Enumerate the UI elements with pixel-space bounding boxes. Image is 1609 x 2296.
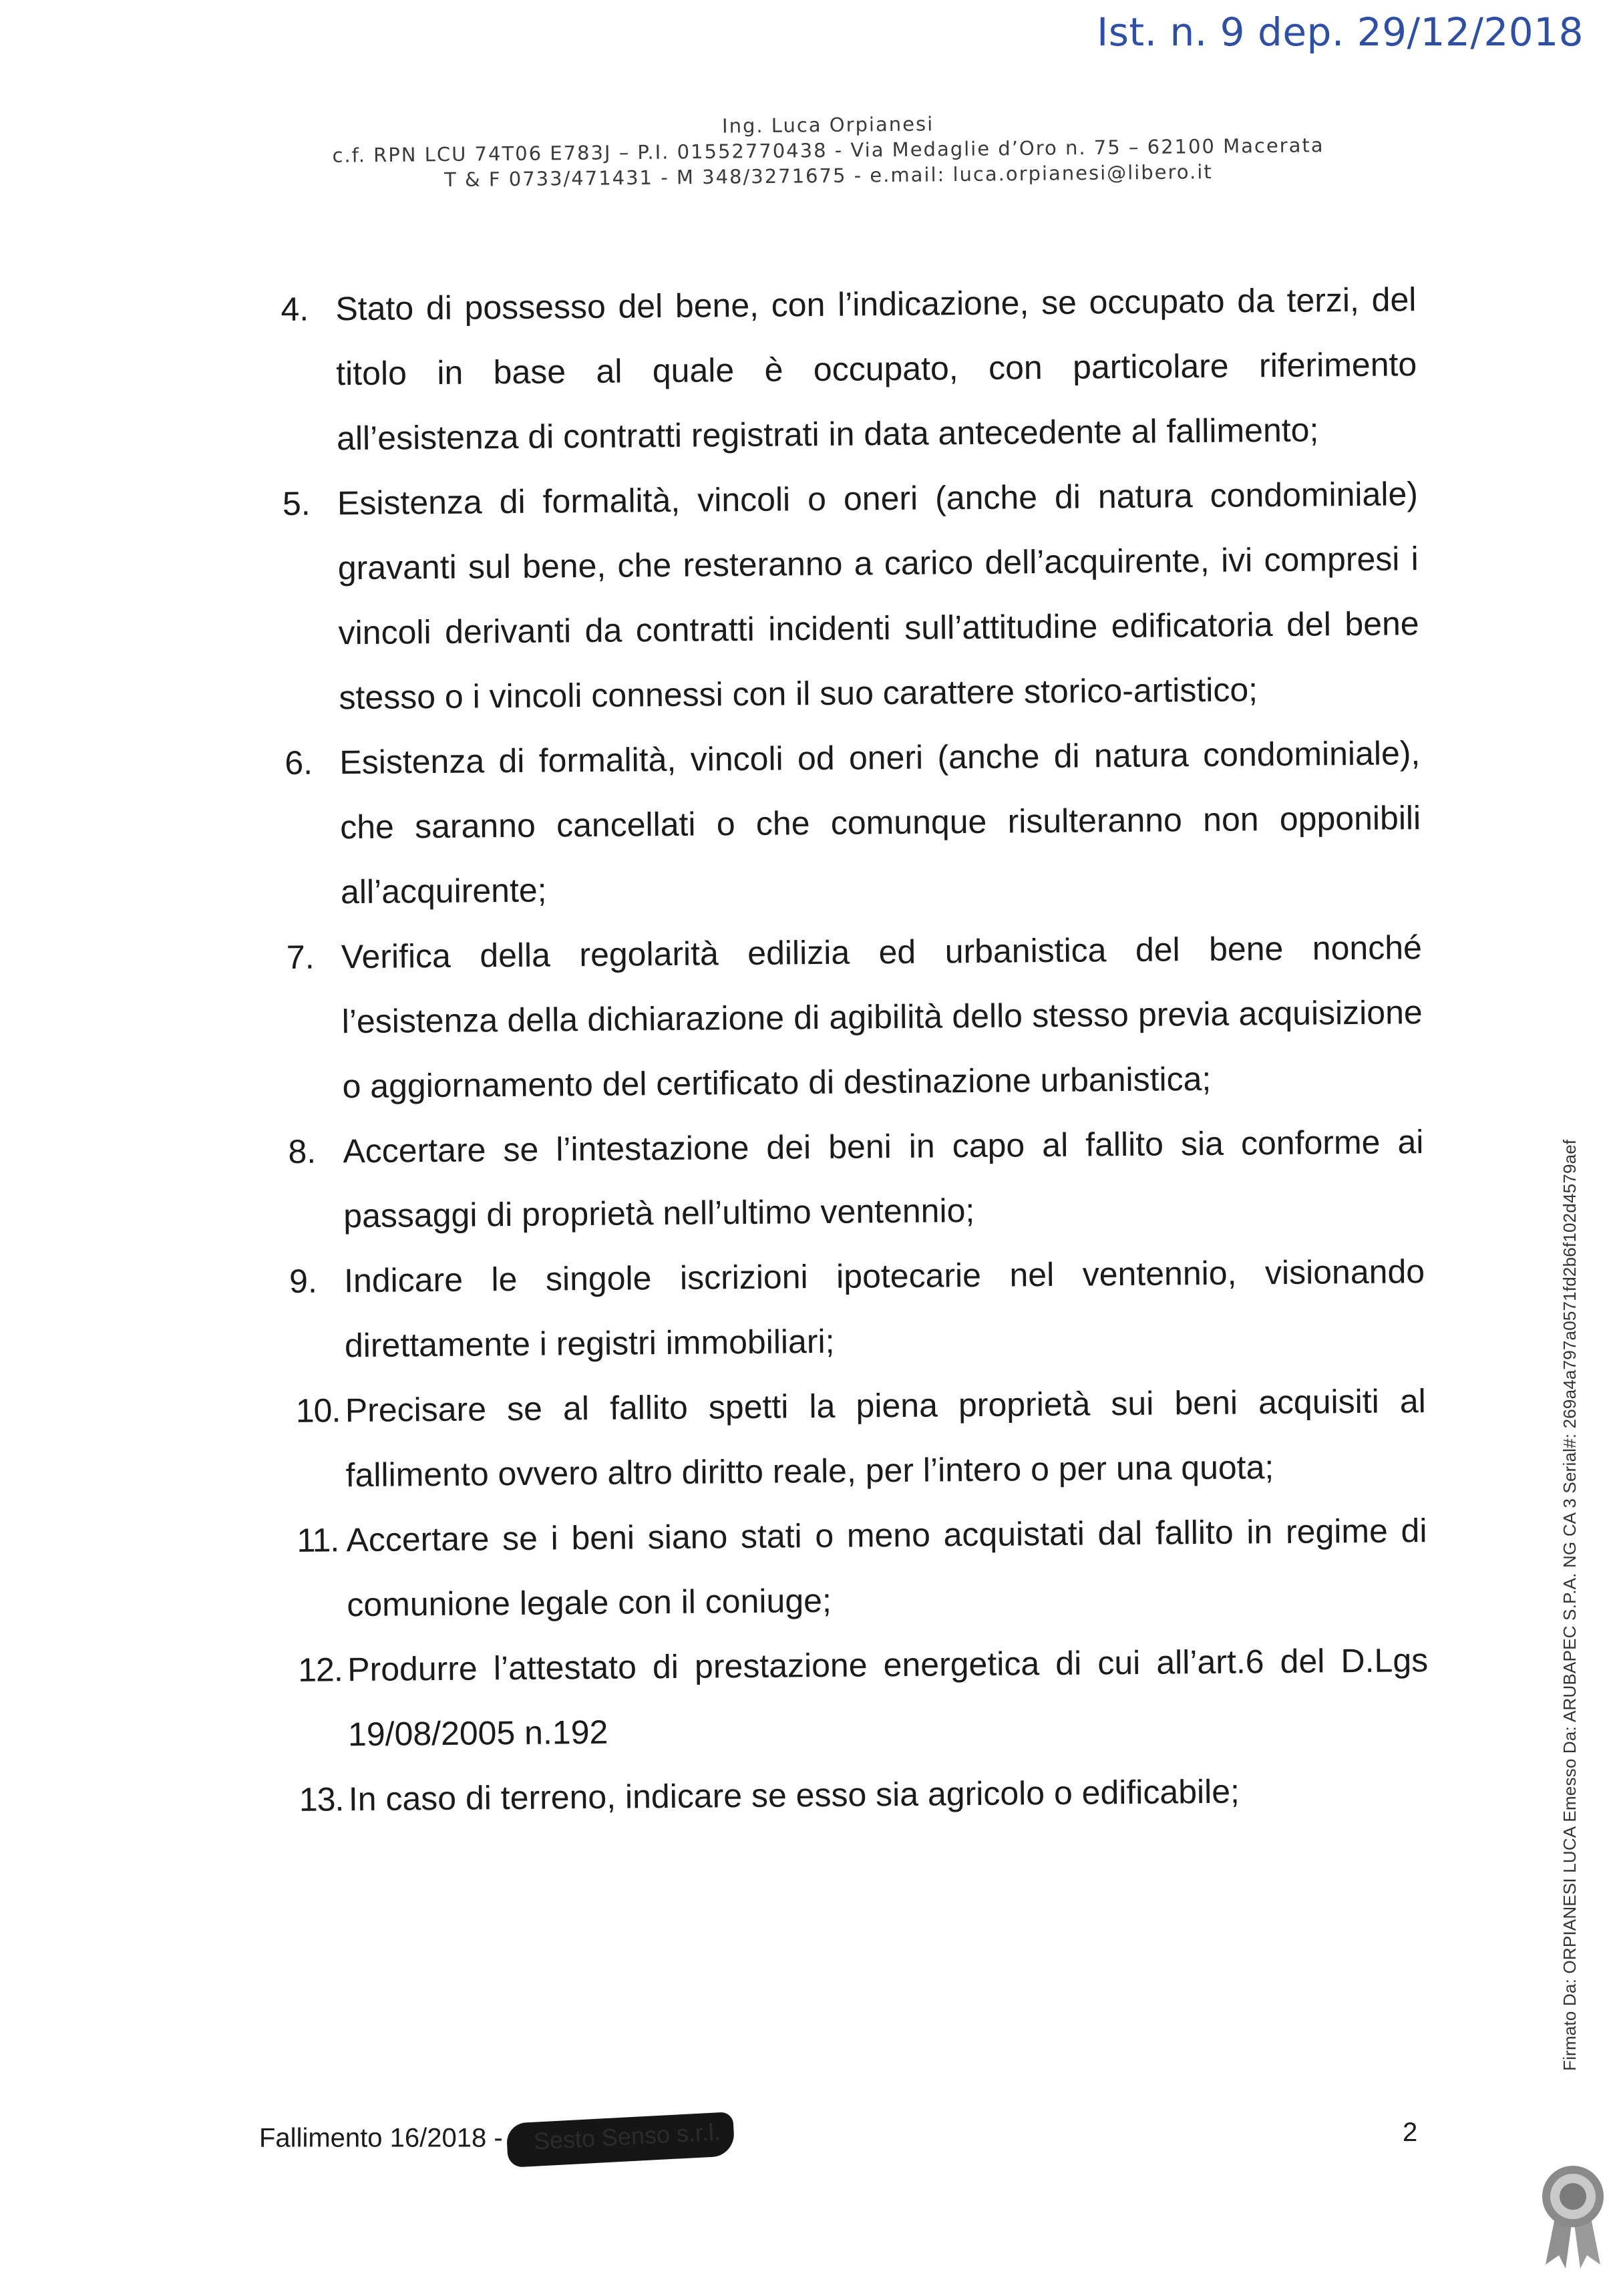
item-number: 7. <box>286 938 315 976</box>
list-item <box>291 1498 1428 1638</box>
item-text: Accertare se l’intestazione dei beni in capo al fallito sia conforme ai passaggi di proprietà nell’ultimo ventennio; <box>343 1123 1424 1235</box>
list-item <box>283 462 1420 731</box>
list-item <box>285 721 1421 925</box>
item-text: Stato di possesso del bene, con l’indicazione, se occupato da terzi, del titolo in base al quale è occupato, con particolare riferimento all’esistenza di contratti registrati in data antecedente al fallimento; <box>335 281 1417 458</box>
item-number: 9. <box>289 1262 318 1300</box>
item-text: In caso di terreno, indicare se esso sia agricolo o edificabile; <box>348 1772 1240 1818</box>
list-item <box>293 1628 1429 1768</box>
list-item <box>290 1369 1427 1508</box>
deposit-stamp: Ist. n. 9 dep. 29/12/2018 <box>1097 9 1584 55</box>
item-number: 4. <box>281 290 309 328</box>
item-text: Verifica della regolarità edilizia ed urbanistica del bene nonché l’esistenza della dichiarazione di agibilità dello stesso previa acquisizione o aggiornamento del certificato di destinazione urbanistica; <box>341 929 1423 1106</box>
redaction-mark <box>506 2112 735 2168</box>
case-reference: Fallimento 16/2018 - <box>259 2123 503 2153</box>
item-text: Accertare se i beni siano stati o meno acquistati dal fallito in regime di comunione legale con il coniuge; <box>346 1512 1427 1624</box>
list-item <box>289 1239 1426 1379</box>
item-number: 12. <box>297 1651 343 1689</box>
item-number: 5. <box>282 484 311 522</box>
item-text: Esistenza di formalità, vincoli o oneri (anche di natura condominiale) gravanti sul bene, che resteranno a carico dell’acquirente, ivi compresi i vincoli derivanti da contratti incidenti sull’attitudine edificatoria del bene stesso o i vincoli connessi con il suo carattere storico-artistico; <box>337 475 1419 717</box>
item-text: Indicare le singole iscrizioni ipotecarie nel ventennio, visionando direttamente i registri immobiliari; <box>343 1253 1425 1365</box>
digital-signature-note: Firmato Da: ORPIANESI LUCA Emesso Da: ARUBAPEC S.P.A. NG CA 3 Serial#: 269a4a797a0571fd2b6f102d4579aef <box>1560 1139 1580 2071</box>
footer-case <box>259 2118 734 2162</box>
item-number: 8. <box>288 1132 317 1170</box>
letterhead <box>253 106 1403 194</box>
redacted-company: Sesto Senso s.r.l. <box>532 2118 721 2155</box>
item-text: Produrre l’attestato di prestazione energetica di cui all’art.6 del D.Lgs 19/08/2005 n.192 <box>347 1641 1429 1754</box>
task-list <box>281 267 1429 1832</box>
list-item <box>281 267 1417 472</box>
seal-center <box>1560 2183 1586 2210</box>
letterhead-fiscal-address: c.f. RPN LCU 74T06 E783J – P.I. 01552770438 - Via Medaglie d’Oro n. 75 – 62100 Macerata <box>332 134 1324 167</box>
letterhead-name: Ing. Luca Orpianesi <box>721 112 934 138</box>
item-text: Esistenza di formalità, vincoli od oneri (anche di natura condominiale), che saranno cancellati o che comunque risulteranno non opponibili all’acquirente; <box>339 734 1421 911</box>
seal-ribbon-icon <box>1536 2158 1609 2271</box>
item-number: 6. <box>285 744 313 782</box>
item-number: 10. <box>295 1391 341 1430</box>
item-number: 13. <box>299 1780 344 1818</box>
list-item <box>286 915 1423 1120</box>
list-item <box>288 1110 1425 1249</box>
page-number: 2 <box>1403 2118 1418 2147</box>
list-item <box>293 1758 1429 1832</box>
item-text: Precisare se al fallito spetti la piena proprietà sui beni acquisiti al fallimento ovvero altro diritto reale, per l’intero o per una quota; <box>345 1382 1426 1494</box>
letterhead-contacts: T & F 0733/471431 - M 348/3271675 - e.mail: luca.orpianesi@libero.it <box>443 160 1213 192</box>
item-number: 11. <box>297 1521 339 1559</box>
